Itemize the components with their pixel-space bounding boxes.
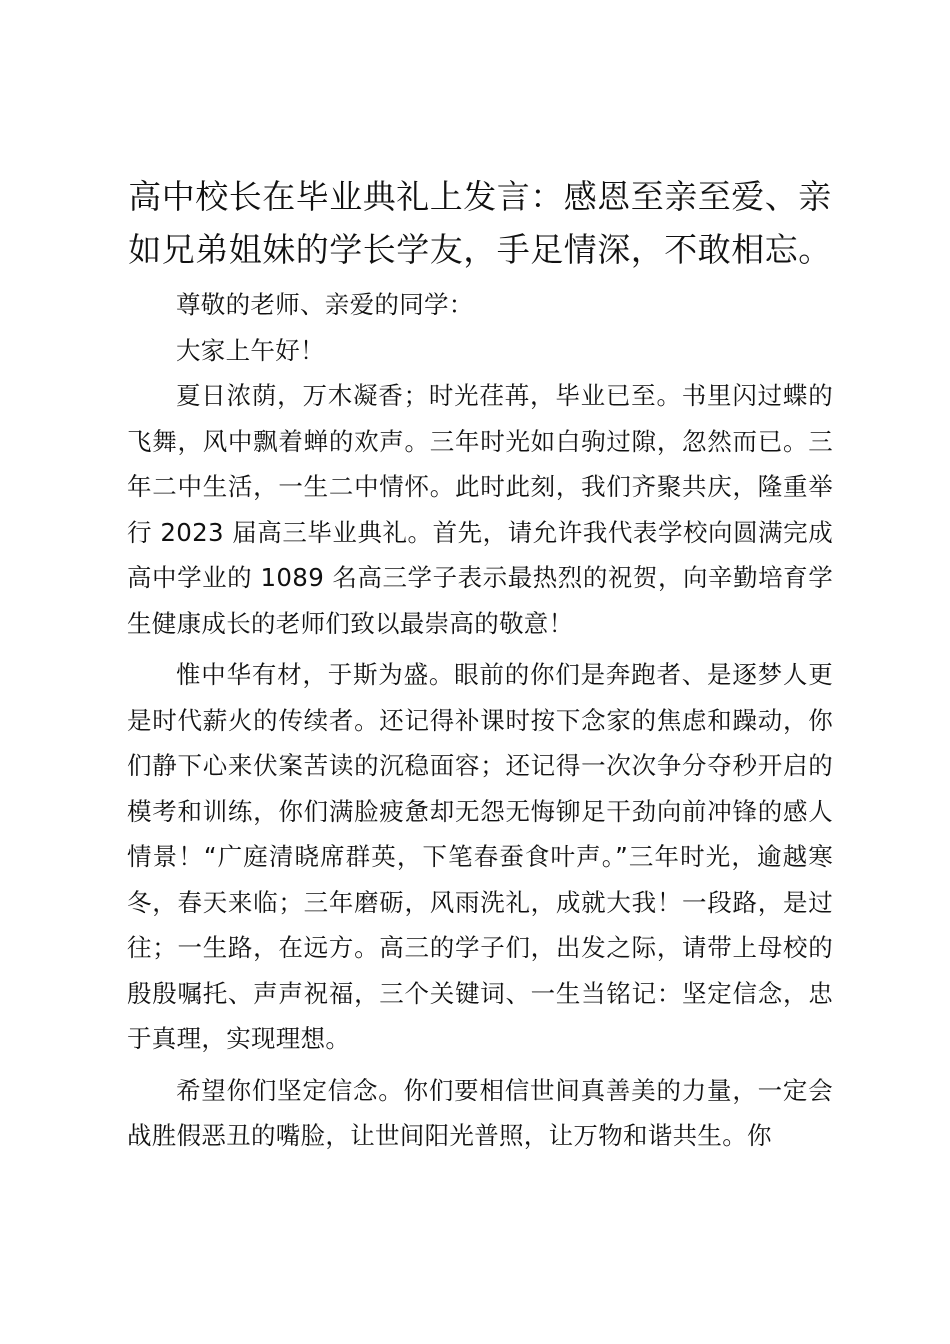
paragraph-1: 夏日浓荫，万木凝香；时光荏苒，毕业已至。书里闪过蝶的飞舞，风中飘着蝉的欢声。三年时光如白驹过隙，忽然而已。三年二中生活，一生二中情怀。此时此刻，我们齐聚共庆，隆重举行 2023 届高三毕业典礼。首先，请允许我代表学校向圆满完成高中学业的 1089 名高三学子表示最热烈的祝贺，向辛勤培育学生健康成长的老师们致以最崇高的敬意！ <box>127 381 833 638</box>
document-title: 高中校长在毕业典礼上发言：感恩至亲至爱、亲如兄弟姐妹的学长学友，手足情深，不敢相忘。 <box>128 177 832 269</box>
salutation: 尊敬的老师、亲爱的同学： <box>176 290 474 319</box>
greeting: 大家上午好！ <box>176 335 325 365</box>
paragraph-3: 希望你们坚定信念。你们要相信世间真善美的力量，一定会战胜假恶丑的嘴脸，让世间阳光普照，让万物和谐共生。你 <box>127 1075 833 1150</box>
document-body <box>127 170 833 1165</box>
paragraph-2: 惟中华有材，于斯为盛。眼前的你们是奔跑者、是逐梦人更是时代薪火的传续者。还记得补课时按下念家的焦虑和躁动，你们静下心来伏案苦读的沉稳面容；还记得一次次争分夺秒开启的模考和训练，你们满脸疲惫却无怨无悔铆足干劲向前冲锋的感人情景！“广庭清晓席群英，下笔春蚕食叶声。”三年时光，逾越寒冬，春天来临；三年磨砺，风雨洗礼，成就大我！一段路，是过往；一生路，在远方。高三的学子们，出发之际，请带上母校的殷殷嘱托、声声祝福，三个关键词、一生当铭记：坚定信念，忠于真理，实现理想。 <box>127 660 833 1053</box>
